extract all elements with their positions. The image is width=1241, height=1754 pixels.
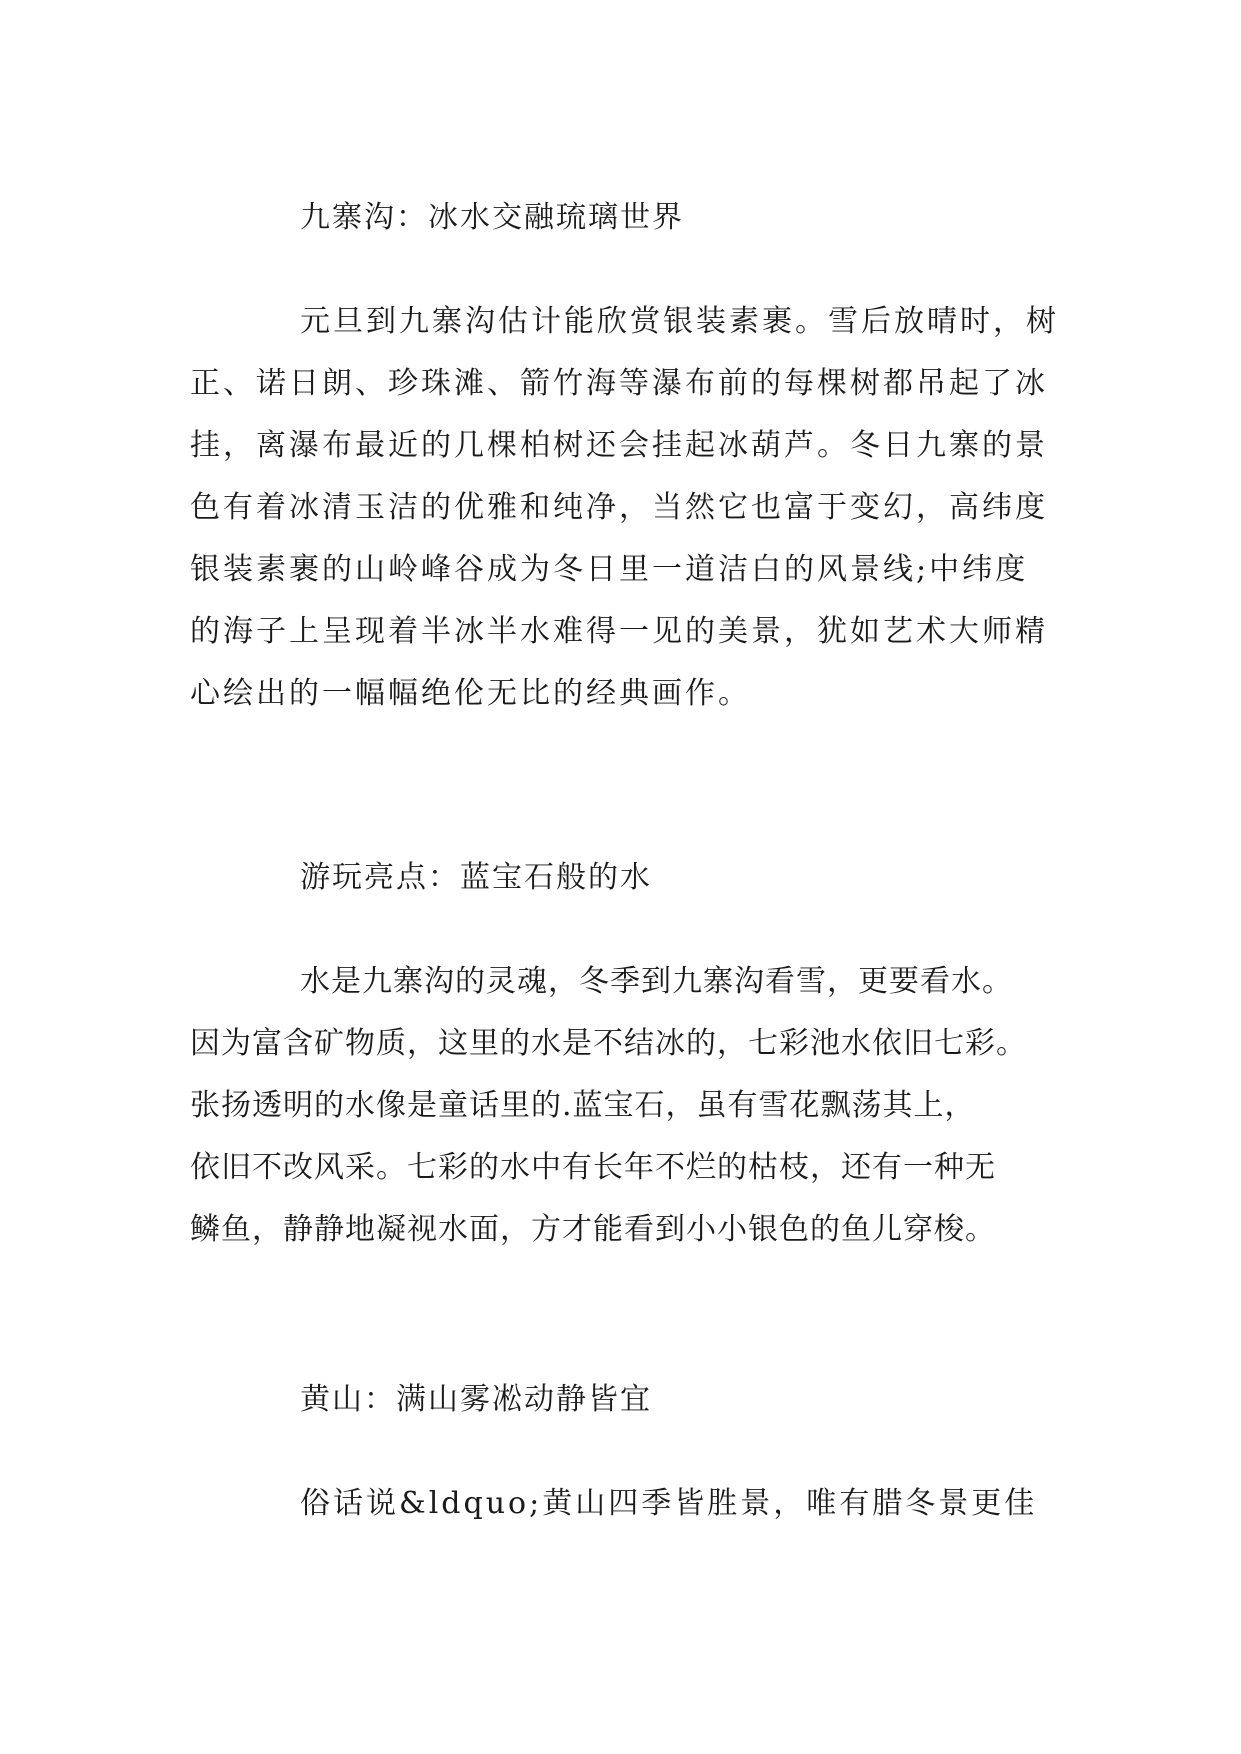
section-heading-highlights: 游玩亮点：蓝宝石般的水 [300,860,652,895]
paragraph-line: 挂，离瀑布最近的几棵柏树还会挂起冰葫芦。冬日九寨的景 [190,428,1048,463]
paragraph-huangshan [190,1486,1070,1551]
paragraph-line: 水是九寨沟的灵魂，冬季到九寨沟看雪，更要看水。 [300,964,1013,999]
paragraph-line: 的海子上呈现着半冰半水难得一见的美景，犹如艺术大师精 [190,614,1048,649]
paragraph-line: 元旦到九寨沟估计能欣赏银装素裹。雪后放晴时，树 [300,304,1059,339]
paragraph-line: 鳞鱼，静静地凝视水面，方才能看到小小银色的鱼儿穿梭。 [190,1212,996,1247]
paragraph-line: 正、诺日朗、珍珠滩、箭竹海等瀑布前的每棵树都吊起了冰 [190,366,1048,401]
section-heading-jiuzhaigou: 九寨沟：冰水交融琉璃世界 [300,200,684,235]
paragraph-line: 俗话说&ldquo;黄山四季皆胜景，唯有腊冬景更佳 [300,1486,1038,1521]
paragraph-jiuzhaigou [190,304,1070,741]
paragraph-line: 银装素裹的山岭峰谷成为冬日里一道洁白的风景线;中纬度 [190,552,1029,587]
paragraph-line: 因为富含矿物质，这里的水是不结冰的，七彩池水依旧七彩。 [190,1026,1027,1061]
paragraph-highlights [190,964,1070,1277]
section-heading-huangshan: 黄山：满山雾凇动静皆宜 [300,1382,652,1417]
paragraph-line: 色有着冰清玉洁的优雅和纯净，当然它也富于变幻，高纬度 [190,490,1048,525]
paragraph-line: 依旧不改风采。七彩的水中有长年不烂的枯枝，还有一种无 [190,1150,996,1185]
paragraph-line: 张扬透明的水像是童话里的.蓝宝石，虽有雪花飘荡其上， [190,1088,976,1123]
paragraph-line: 心绘出的一幅幅绝伦无比的经典画作。 [190,676,751,711]
